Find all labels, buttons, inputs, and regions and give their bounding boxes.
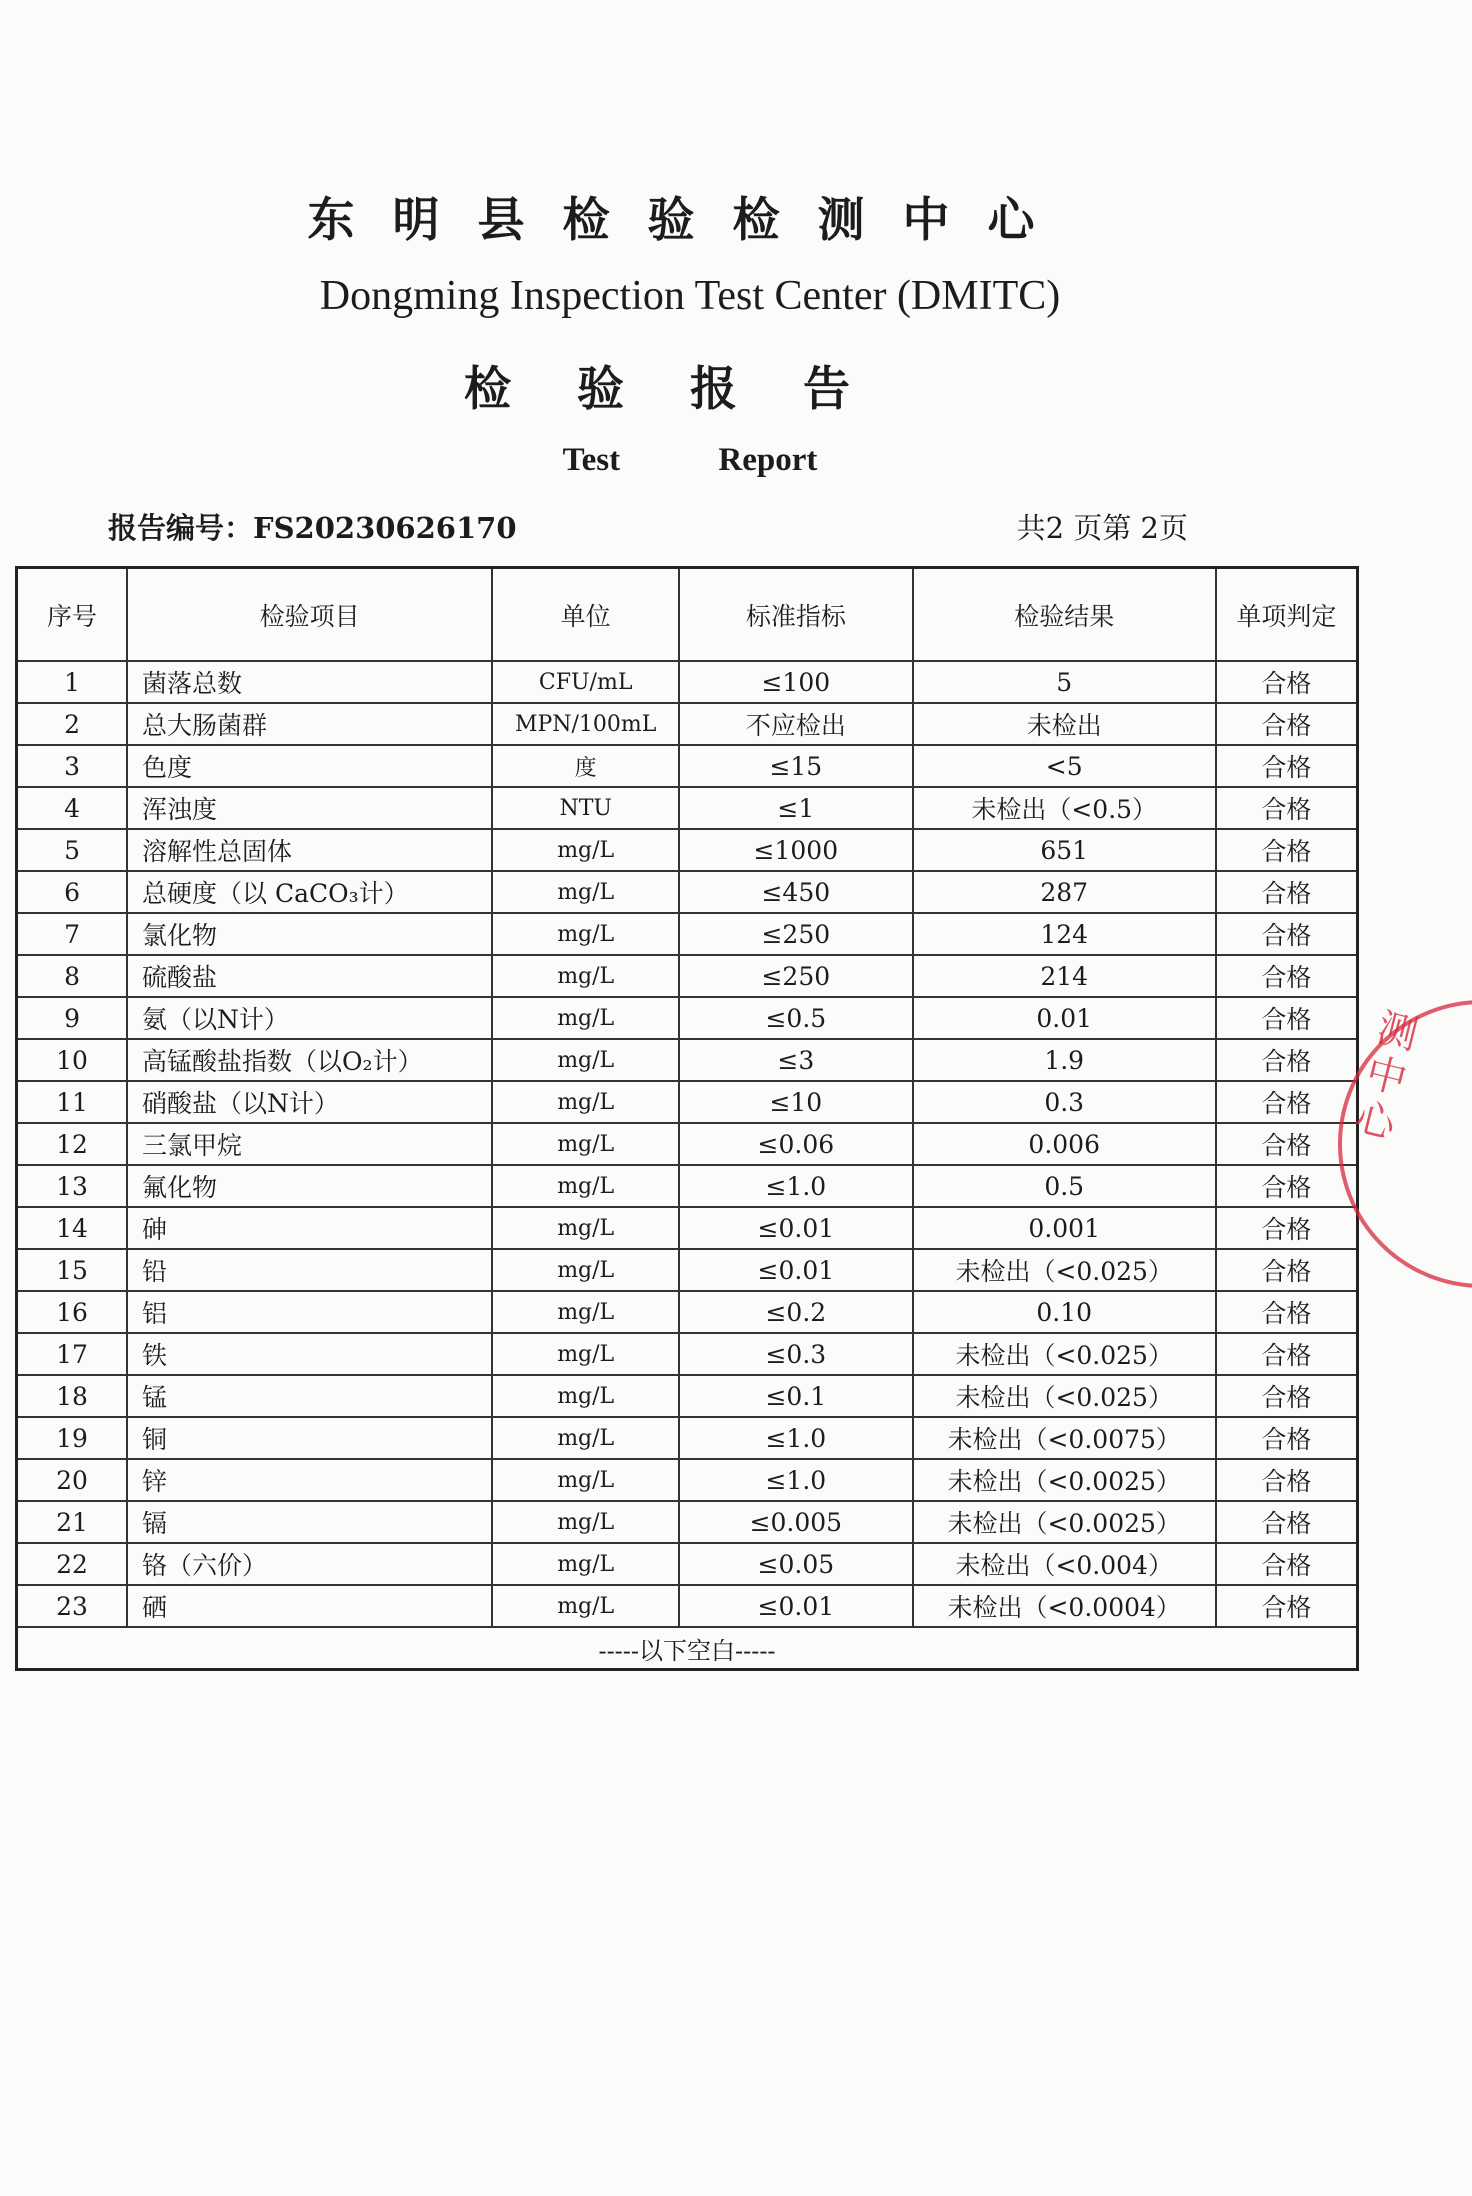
report-title-cn: 检验报告 (464, 362, 916, 417)
cell-standard: ≤0.06 (679, 1123, 912, 1165)
cell-standard: ≤1.0 (679, 1459, 912, 1501)
cell-index: 12 (17, 1123, 128, 1165)
cell-index: 21 (17, 1501, 128, 1543)
table-row (17, 829, 1358, 871)
cell-result: 未检出（<0.025） (913, 1249, 1216, 1291)
table-row (17, 1543, 1358, 1585)
cell-standard: ≤100 (679, 661, 912, 703)
cell-item: 锌 (127, 1459, 492, 1501)
cell-index: 22 (17, 1543, 128, 1585)
cell-index: 8 (17, 955, 128, 997)
cell-item: 三氯甲烷 (127, 1123, 492, 1165)
table-row (17, 1249, 1358, 1291)
cell-judgement: 合格 (1216, 1543, 1358, 1585)
cell-item: 铜 (127, 1417, 492, 1459)
cell-result: 0.5 (913, 1165, 1216, 1207)
cell-result: 1.9 (913, 1039, 1216, 1081)
cell-standard: ≤0.01 (679, 1249, 912, 1291)
cell-judgement: 合格 (1216, 1165, 1358, 1207)
cell-unit: mg/L (492, 1039, 679, 1081)
cell-standard: ≤0.1 (679, 1375, 912, 1417)
cell-result: 未检出（<0.0004） (913, 1585, 1216, 1627)
cell-standard: ≤0.3 (679, 1333, 912, 1375)
table-row (17, 703, 1358, 745)
cell-unit: mg/L (492, 1501, 679, 1543)
cell-judgement: 合格 (1216, 1249, 1358, 1291)
cell-judgement: 合格 (1216, 1501, 1358, 1543)
cell-judgement: 合格 (1216, 1081, 1358, 1123)
report-number: 报告编号：FS20230626170 (108, 511, 517, 545)
table-row (17, 1291, 1358, 1333)
cell-standard: ≤1000 (679, 829, 912, 871)
cell-item: 砷 (127, 1207, 492, 1249)
cell-judgement: 合格 (1216, 745, 1358, 787)
cell-unit: mg/L (492, 997, 679, 1039)
table-row (17, 1039, 1358, 1081)
cell-unit: mg/L (492, 1207, 679, 1249)
cell-result: 未检出（<0.004） (913, 1543, 1216, 1585)
cell-unit: mg/L (492, 1249, 679, 1291)
table-row (17, 1375, 1358, 1417)
table-row (17, 1123, 1358, 1165)
cell-standard: ≤1.0 (679, 1165, 912, 1207)
cell-item: 氨（以N计） (127, 997, 492, 1039)
cell-judgement: 合格 (1216, 1375, 1358, 1417)
table-footer-row (17, 1627, 1358, 1670)
table-row (17, 1081, 1358, 1123)
cell-unit: mg/L (492, 913, 679, 955)
cell-index: 10 (17, 1039, 128, 1081)
cell-standard: ≤3 (679, 1039, 912, 1081)
cell-result: 651 (913, 829, 1216, 871)
header-item: 检验项目 (127, 568, 492, 662)
cell-item: 氯化物 (127, 913, 492, 955)
cell-judgement: 合格 (1216, 913, 1358, 955)
cell-index: 19 (17, 1417, 128, 1459)
cell-standard: ≤0.5 (679, 997, 912, 1039)
cell-standard: ≤0.05 (679, 1543, 912, 1585)
cell-index: 3 (17, 745, 128, 787)
table-row (17, 1207, 1358, 1249)
cell-index: 2 (17, 703, 128, 745)
cell-unit: mg/L (492, 1375, 679, 1417)
cell-result: 124 (913, 913, 1216, 955)
cell-index: 1 (17, 661, 128, 703)
cell-item: 铅 (127, 1249, 492, 1291)
table-row (17, 955, 1358, 997)
cell-item: 锰 (127, 1375, 492, 1417)
cell-result: 未检出（<0.0025） (913, 1501, 1216, 1543)
table-header-row (17, 568, 1358, 662)
header-judgement: 单项判定 (1216, 568, 1358, 662)
cell-judgement: 合格 (1216, 997, 1358, 1039)
table-row (17, 1459, 1358, 1501)
cell-judgement: 合格 (1216, 1207, 1358, 1249)
cell-judgement: 合格 (1216, 1333, 1358, 1375)
cell-item: 浑浊度 (127, 787, 492, 829)
cell-item: 镉 (127, 1501, 492, 1543)
cell-judgement: 合格 (1216, 1291, 1358, 1333)
table-row (17, 871, 1358, 913)
org-name-en: Dongming Inspection Test Center (DMITC) (319, 273, 1061, 319)
cell-judgement: 合格 (1216, 1459, 1358, 1501)
cell-index: 20 (17, 1459, 128, 1501)
cell-standard: ≤250 (679, 913, 912, 955)
cell-judgement: 合格 (1216, 829, 1358, 871)
cell-item: 高锰酸盐指数（以O₂计） (127, 1039, 492, 1081)
cell-item: 铬（六价） (127, 1543, 492, 1585)
cell-index: 4 (17, 787, 128, 829)
header-unit: 单位 (492, 568, 679, 662)
cell-result: 5 (913, 661, 1216, 703)
cell-unit: mg/L (492, 1165, 679, 1207)
cell-standard: ≤0.005 (679, 1501, 912, 1543)
table-row (17, 1333, 1358, 1375)
cell-unit: 度 (492, 745, 679, 787)
cell-result: 0.3 (913, 1081, 1216, 1123)
table-row (17, 1585, 1358, 1627)
org-name-cn: 东明县检验检测中心 (307, 193, 1073, 248)
cell-unit: mg/L (492, 1543, 679, 1585)
cell-standard: ≤250 (679, 955, 912, 997)
header-index: 序号 (17, 568, 128, 662)
cell-standard: ≤1 (679, 787, 912, 829)
cell-result: 未检出（<0.025） (913, 1333, 1216, 1375)
cell-item: 菌落总数 (127, 661, 492, 703)
cell-index: 14 (17, 1207, 128, 1249)
cell-unit: MPN/100mL (492, 703, 679, 745)
cell-unit: mg/L (492, 1291, 679, 1333)
cell-result: 未检出 (913, 703, 1216, 745)
cell-judgement: 合格 (1216, 1123, 1358, 1165)
cell-judgement: 合格 (1216, 661, 1358, 703)
cell-unit: mg/L (492, 829, 679, 871)
cell-unit: mg/L (492, 1123, 679, 1165)
cell-judgement: 合格 (1216, 1417, 1358, 1459)
table-row (17, 1501, 1358, 1543)
cell-index: 5 (17, 829, 128, 871)
cell-judgement: 合格 (1216, 955, 1358, 997)
cell-item: 色度 (127, 745, 492, 787)
cell-result: 未检出（<0.5） (913, 787, 1216, 829)
cell-result: 未检出（<0.0075） (913, 1417, 1216, 1459)
cell-item: 总大肠菌群 (127, 703, 492, 745)
cell-item: 铝 (127, 1291, 492, 1333)
cell-judgement: 合格 (1216, 871, 1358, 913)
cell-standard: ≤10 (679, 1081, 912, 1123)
cell-item: 氟化物 (127, 1165, 492, 1207)
cell-index: 11 (17, 1081, 128, 1123)
cell-standard: ≤0.2 (679, 1291, 912, 1333)
header-result: 检验结果 (913, 568, 1216, 662)
cell-result: 0.01 (913, 997, 1216, 1039)
cell-item: 总硬度（以 CaCO₃计） (127, 871, 492, 913)
cell-unit: mg/L (492, 1459, 679, 1501)
cell-result: 未检出（<0.025） (913, 1375, 1216, 1417)
table-row (17, 745, 1358, 787)
cell-item: 铁 (127, 1333, 492, 1375)
cell-result: 0.001 (913, 1207, 1216, 1249)
cell-result: 未检出（<0.0025） (913, 1459, 1216, 1501)
cell-item: 溶解性总固体 (127, 829, 492, 871)
cell-result: 214 (913, 955, 1216, 997)
cell-index: 6 (17, 871, 128, 913)
cell-result: 0.006 (913, 1123, 1216, 1165)
cell-unit: mg/L (492, 1333, 679, 1375)
cell-unit: CFU/mL (492, 661, 679, 703)
cell-item: 硝酸盐（以N计） (127, 1081, 492, 1123)
cell-index: 9 (17, 997, 128, 1039)
cell-index: 15 (17, 1249, 128, 1291)
blank-below-note: -----以下空白----- (17, 1627, 1358, 1670)
cell-standard: ≤15 (679, 745, 912, 787)
cell-index: 18 (17, 1375, 128, 1417)
cell-unit: mg/L (492, 955, 679, 997)
cell-judgement: 合格 (1216, 1039, 1358, 1081)
page-info: 共2 页第 2页 (1016, 511, 1188, 545)
cell-index: 23 (17, 1585, 128, 1627)
official-seal-text: 测中心 (1350, 1004, 1423, 1149)
cell-result: <5 (913, 745, 1216, 787)
cell-unit: mg/L (492, 1585, 679, 1627)
cell-unit: mg/L (492, 1417, 679, 1459)
table-row (17, 661, 1358, 703)
table-row (17, 997, 1358, 1039)
cell-item: 硫酸盐 (127, 955, 492, 997)
results-table (15, 566, 1359, 1671)
table-row (17, 1417, 1358, 1459)
cell-index: 7 (17, 913, 128, 955)
cell-result: 287 (913, 871, 1216, 913)
cell-standard: 不应检出 (679, 703, 912, 745)
cell-index: 13 (17, 1165, 128, 1207)
cell-standard: ≤0.01 (679, 1585, 912, 1627)
results-table-wrap (15, 566, 1359, 1671)
cell-result: 0.10 (913, 1291, 1216, 1333)
table-row (17, 913, 1358, 955)
header-standard: 标准指标 (679, 568, 912, 662)
cell-unit: mg/L (492, 1081, 679, 1123)
cell-standard: ≤1.0 (679, 1417, 912, 1459)
cell-index: 17 (17, 1333, 128, 1375)
cell-judgement: 合格 (1216, 703, 1358, 745)
cell-judgement: 合格 (1216, 787, 1358, 829)
cell-item: 硒 (127, 1585, 492, 1627)
cell-judgement: 合格 (1216, 1585, 1358, 1627)
cell-standard: ≤0.01 (679, 1207, 912, 1249)
report-title-en: Test Report (562, 442, 818, 478)
cell-unit: mg/L (492, 871, 679, 913)
cell-standard: ≤450 (679, 871, 912, 913)
table-row (17, 787, 1358, 829)
cell-index: 16 (17, 1291, 128, 1333)
table-body (17, 661, 1358, 1670)
table-row (17, 1165, 1358, 1207)
cell-unit: NTU (492, 787, 679, 829)
